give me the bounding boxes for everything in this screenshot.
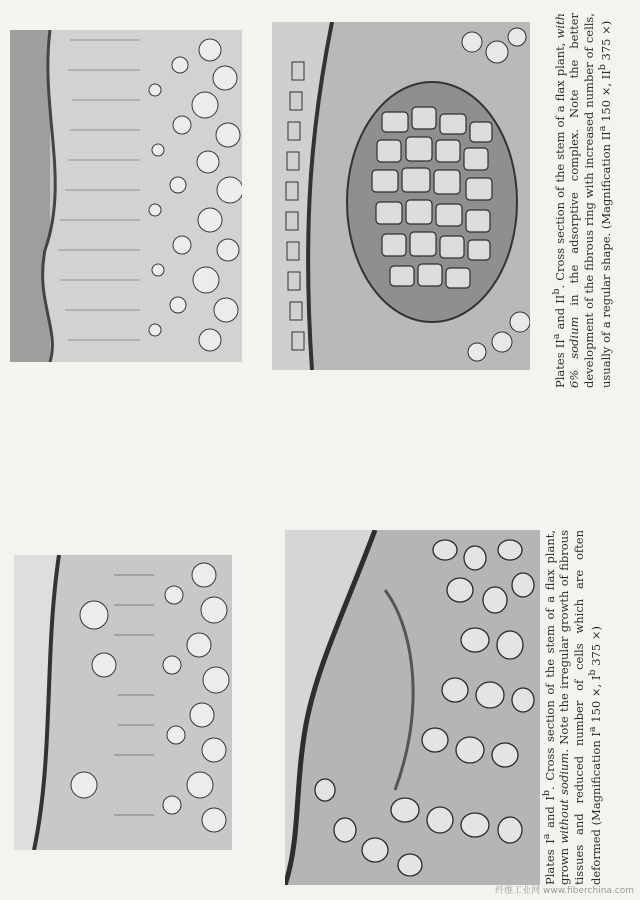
caption-text: . Cross section of the stem of a flax plant, (552, 38, 567, 289)
plate-Ia-micrograph (14, 555, 232, 850)
caption-text: 375 ×) (598, 20, 613, 65)
caption-text: 150 ×, II (598, 70, 613, 126)
caption-superscript: b (541, 789, 552, 797)
caption-superscript: a (541, 833, 552, 840)
plate-Ib-micrograph (285, 530, 540, 885)
caption-text: 375 ×) (588, 626, 603, 670)
caption-superscript: b (551, 288, 562, 295)
plate-Ia-image (14, 555, 232, 850)
watermark: 纤维工业网 www.fiberchina.com (495, 886, 634, 896)
caption-text: and I (542, 796, 557, 834)
caption-text: . Cross section of the stem of a flax plant, grown (542, 530, 572, 885)
plate-Ib-image (285, 530, 540, 885)
caption-italic: with 6% sodium (552, 12, 582, 388)
plate-IIb-image (272, 22, 530, 370)
caption-text: Plates I (542, 839, 557, 885)
caption-superscript: a (551, 333, 562, 340)
caption-superscript: b (597, 64, 609, 71)
caption-superscript: b (587, 669, 599, 676)
plate-IIa-image (10, 30, 242, 362)
caption-text: . Note the irregular growth of fibrous tissues and reduced number of cells which are often deformed (Magnification I (557, 530, 603, 885)
caption-text: Plates II (552, 339, 567, 388)
plate-II-caption (550, 13, 613, 388)
plate-I-caption (540, 530, 603, 885)
caption-text: and II (552, 294, 567, 334)
caption-superscript: a (587, 726, 599, 733)
caption-text: 150 ×, I (588, 675, 603, 727)
plate-II-caption-container (550, 10, 635, 388)
plate-I-caption-container (540, 530, 630, 885)
caption-text: in the adsorptive complex. Note the better development of the fibrous ring with increased number of cells, usually of a regular shape. (Magnification II (567, 13, 613, 388)
caption-italic: without sodium (557, 752, 572, 844)
plate-IIb-micrograph (272, 22, 530, 370)
plate-IIa-micrograph (10, 30, 242, 362)
caption-superscript: a (597, 125, 609, 132)
